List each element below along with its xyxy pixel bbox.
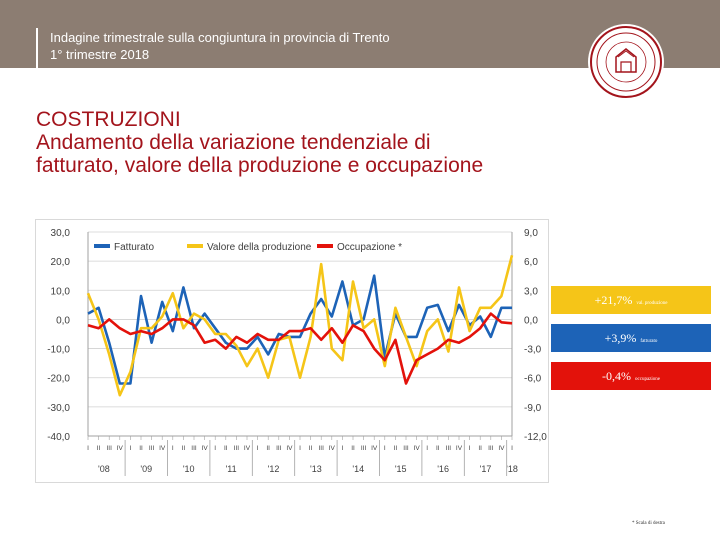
x-quarter-label: III — [360, 445, 367, 452]
header-divider — [36, 28, 38, 68]
x-quarter-label: IV — [413, 445, 420, 452]
x-quarter-label: I — [383, 445, 386, 452]
x-year-label: '09 — [140, 464, 153, 474]
x-quarter-label: II — [393, 445, 398, 452]
x-year-label: '10 — [182, 464, 195, 474]
x-quarter-label: IV — [243, 445, 251, 452]
x-quarter-label: II — [181, 445, 186, 452]
x-quarter-label: II — [308, 445, 313, 452]
x-quarter-label: I — [511, 445, 513, 452]
y-right-tick-label: 6,0 — [524, 257, 538, 269]
callout-valore-produzione — [551, 286, 711, 314]
x-quarter-label: I — [256, 445, 259, 452]
x-year-label: '17 — [479, 464, 492, 474]
x-quarter-label: I — [426, 445, 429, 452]
y-left-tick-label: 10,0 — [50, 286, 70, 298]
x-quarter-label: IV — [328, 445, 335, 452]
callout-fatturato — [551, 324, 711, 352]
x-quarter-label: I — [341, 445, 344, 452]
x-quarter-label: IV — [371, 445, 378, 452]
x-quarter-label: II — [96, 445, 101, 452]
callout-fatturato-label: fatturato — [640, 339, 658, 344]
x-quarter-label: IV — [116, 445, 123, 452]
callout-occupazione-value: -0,4% — [602, 369, 631, 383]
page-title — [36, 108, 696, 177]
x-quarter-label: I — [171, 445, 174, 452]
header-line-2: 1° trimestre 2018 — [50, 47, 150, 62]
x-quarter-label: II — [266, 445, 271, 452]
x-quarter-label: II — [435, 445, 440, 452]
callout-fatturato-value: +3,9% — [604, 331, 637, 345]
x-quarter-label: IV — [455, 445, 463, 452]
x-quarter-label: II — [478, 445, 483, 452]
y-right-tick-label: -3,0 — [524, 344, 542, 356]
y-right-tick-label: -12,0 — [524, 432, 547, 443]
y-right-tick-label: 9,0 — [524, 228, 538, 239]
y-right-tick-label: 3,0 — [524, 286, 538, 298]
title-line-1: COSTRUZIONI — [36, 108, 181, 131]
y-left-tick-label: -20,0 — [47, 373, 70, 385]
x-quarter-label: III — [106, 445, 112, 452]
callout-valore-label: val. produzione — [636, 301, 668, 306]
y-left-tick-label: 0,0 — [56, 315, 70, 327]
y-left-tick-label: 20,0 — [50, 257, 70, 269]
x-quarter-label: IV — [286, 445, 293, 452]
x-quarter-label: III — [233, 445, 240, 452]
x-quarter-label: I — [87, 445, 89, 452]
x-quarter-label: III — [318, 445, 324, 452]
x-quarter-label: III — [488, 445, 494, 452]
university-seal-icon — [588, 24, 664, 100]
y-right-tick-label: -9,0 — [524, 402, 542, 414]
x-quarter-label: IV — [498, 445, 505, 452]
series-line-fatturato — [88, 276, 512, 384]
x-quarter-label: III — [148, 445, 155, 452]
legend-label-valore-della-produzione: Valore della produzione — [207, 242, 312, 253]
x-quarter-label: I — [468, 445, 471, 452]
title-line-2: Andamento della variazione tendenziale di — [36, 131, 431, 154]
header-line-1: Indagine trimestrale sulla congiuntura in provincia di Trento — [50, 30, 390, 45]
y-left-tick-label: -30,0 — [47, 402, 70, 414]
x-quarter-label: I — [214, 445, 217, 452]
x-quarter-label: III — [191, 445, 197, 452]
y-left-tick-label: -40,0 — [47, 432, 70, 443]
y-left-tick-label: 30,0 — [50, 228, 70, 239]
x-quarter-label: III — [403, 445, 409, 452]
footnote: * Scala di destra — [632, 521, 665, 526]
y-right-tick-label: 0,0 — [524, 315, 538, 327]
x-quarter-label: IV — [159, 445, 166, 452]
x-year-label: '15 — [394, 464, 407, 474]
x-year-label: '16 — [437, 464, 449, 474]
series-line-valore-della-produzione — [88, 255, 512, 395]
x-quarter-label: IV — [201, 445, 208, 452]
x-year-label: '14 — [352, 464, 365, 474]
x-quarter-label: I — [299, 445, 301, 452]
legend-label-occupazione: Occupazione * — [337, 242, 403, 253]
callout-occupazione — [551, 362, 711, 390]
title-line-3: fatturato, valore della produzione e occupazione — [36, 154, 484, 177]
y-right-tick-label: -6,0 — [524, 373, 542, 385]
x-year-label: '13 — [310, 464, 322, 474]
x-quarter-label: I — [129, 445, 132, 452]
x-quarter-label: II — [139, 445, 143, 452]
x-year-label: '08 — [98, 464, 110, 474]
callout-occupazione-label: occupazione — [635, 377, 660, 382]
x-quarter-label: II — [223, 445, 228, 452]
x-year-label: '18 — [506, 464, 518, 474]
chart-frame — [35, 219, 549, 483]
callout-valore-value: +21,7% — [594, 293, 633, 307]
y-left-tick-label: -10,0 — [47, 344, 70, 356]
x-quarter-label: II — [351, 445, 355, 452]
x-quarter-label: III — [445, 445, 452, 452]
x-quarter-label: III — [276, 445, 282, 452]
legend-label-fatturato: Fatturato — [114, 242, 155, 253]
x-year-label: '12 — [267, 464, 280, 474]
line-chart — [36, 220, 548, 482]
x-year-label: '11 — [225, 464, 237, 474]
